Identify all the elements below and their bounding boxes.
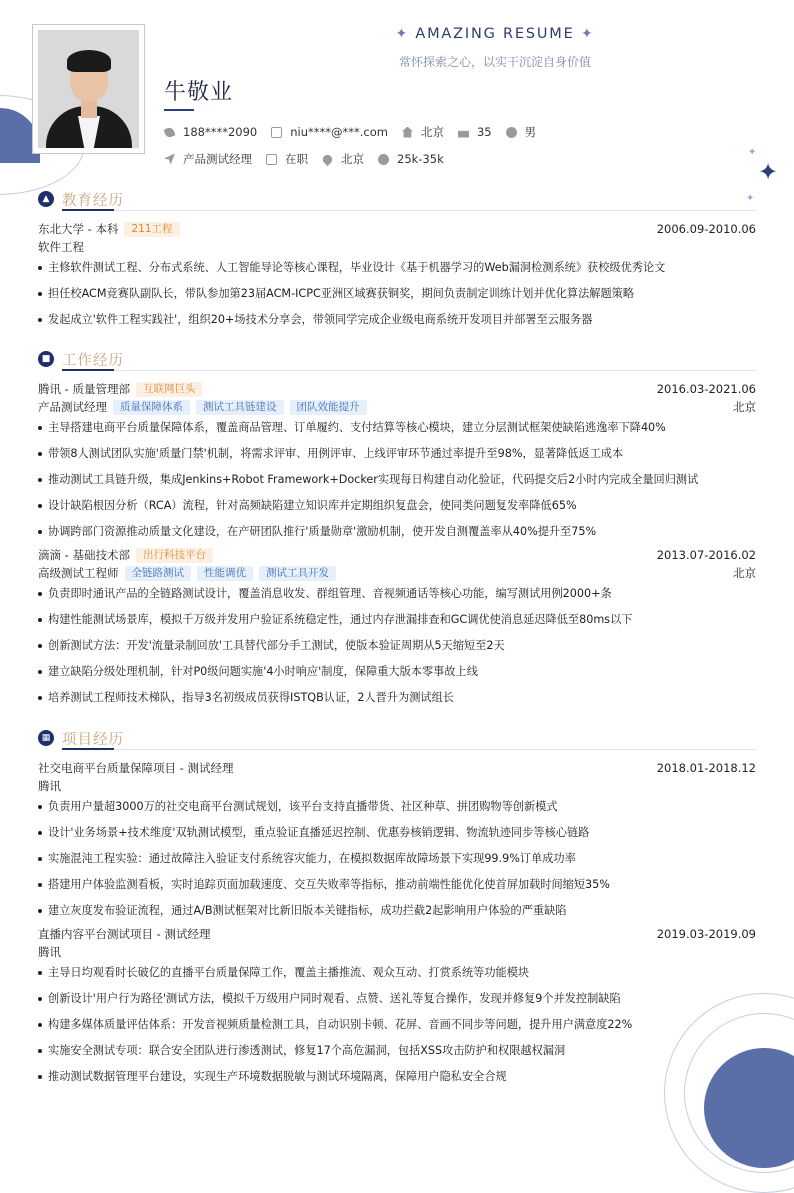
job-role: 产品测试经理 xyxy=(38,400,107,414)
role-tag: 测试工具链建设 xyxy=(196,400,284,415)
company-tag: 出行科技平台 xyxy=(136,548,213,563)
role-tag: 团队效能提升 xyxy=(290,400,367,415)
sparkle-icon: ✦ xyxy=(395,26,409,42)
slogan: 常怀探索之心，以实干沉淀自身价值 xyxy=(398,55,591,69)
avatar xyxy=(38,30,139,148)
project-entry-header xyxy=(38,925,756,943)
list-item: 主导日均观看时长破亿的直播平台质量保障工作，覆盖主播推流、观众互动、打赏系统等功能模块 xyxy=(38,961,756,987)
contact-phone: 188****2090 xyxy=(164,125,257,139)
grid-icon: ▦ xyxy=(38,730,54,746)
project-period: 2018.01-2018.12 xyxy=(656,761,756,775)
school-name: 东北大学 - 本科 xyxy=(38,222,119,236)
list-item: 实施安全测试专项：联合安全团队进行渗透测试，修复17个高危漏洞，包括XSS攻击防护和权限越权漏洞 xyxy=(38,1039,756,1065)
salary-icon xyxy=(378,154,389,165)
work-city: 北京 xyxy=(733,566,756,580)
work-entry-header xyxy=(38,546,756,564)
company-name: 腾讯 - 质量管理部 xyxy=(38,382,130,396)
section-header xyxy=(38,188,756,210)
location-icon xyxy=(321,152,334,165)
work-entry-header xyxy=(38,380,756,398)
company-tag: 互联网巨头 xyxy=(136,382,203,397)
intent-row xyxy=(164,151,458,167)
education-period: 2006.09-2010.06 xyxy=(656,222,756,236)
list-item: 实施混沌工程实验：通过故障注入验证支付系统容灾能力，在模拟数据库故障场景下实现99.9%订单成功率 xyxy=(38,847,756,873)
project-name: 社交电商平台质量保障项目 - 测试经理 xyxy=(38,761,234,775)
role-tag: 质量保障体系 xyxy=(113,400,190,415)
intent-city: 北京 xyxy=(322,151,364,167)
education-bullets xyxy=(38,256,756,334)
contact-email: niu****@***.com xyxy=(271,125,388,139)
home-icon xyxy=(402,127,413,138)
project-name: 直播内容平台测试项目 - 测试经理 xyxy=(38,927,211,941)
list-item: 创新设计'用户行为路径'测试方法，模拟千万级用户同时观看、点赞、送礼等复合操作，发现并修复9个并发控制缺陷 xyxy=(38,987,756,1013)
list-item: 主导搭建电商平台质量保障体系，覆盖商品管理、订单履约、支付结算等核心模块，建立分层测试框架使缺陷逃逸率下降40% xyxy=(38,416,756,442)
sparkle-icon: ✦ xyxy=(581,26,595,42)
role-tag: 性能调优 xyxy=(197,566,253,581)
company-name: 滴滴 - 基础技术部 xyxy=(38,548,130,562)
work-role-line xyxy=(38,398,756,416)
section-header xyxy=(38,348,756,370)
education-major: 软件工程 xyxy=(38,240,84,254)
section-title: 项目经历 xyxy=(62,731,124,748)
star-icon: ✦ xyxy=(746,193,755,204)
contact-age: 35 xyxy=(458,125,492,139)
list-item: 推动测试数据管理平台建设，实现生产环境数据脱敏与测试环境隔离，保障用户隐私安全合规 xyxy=(38,1065,756,1091)
role-tag: 全链路测试 xyxy=(125,566,192,581)
work-section xyxy=(38,348,756,712)
list-item: 主修软件测试工程、分布式系统、人工智能导论等核心课程，毕业设计《基于机器学习的Web漏洞检测系统》获校级优秀论文 xyxy=(38,256,756,282)
list-item: 带领8人测试团队实施'质量门禁'机制，将需求评审、用例评审、上线评审环节通过率提升至98%，显著降低返工成本 xyxy=(38,442,756,468)
project-period: 2019.03-2019.09 xyxy=(656,927,756,941)
section-title: 教育经历 xyxy=(62,192,124,209)
contact-row xyxy=(164,124,550,140)
intent-position: 产品测试经理 xyxy=(164,151,252,167)
section-title: 工作经历 xyxy=(62,352,124,369)
send-icon xyxy=(164,154,175,165)
brand-title xyxy=(370,26,620,42)
list-item: 建立缺陷分级处理机制，针对P0级问题实施'4小时响应'制度，保障重大版本零事故上线 xyxy=(38,660,756,686)
work-period: 2013.07-2016.02 xyxy=(656,548,756,562)
candidate-name: 牛敬业 xyxy=(164,80,234,105)
project-bullets xyxy=(38,961,756,1091)
work-bullets xyxy=(38,416,756,546)
profile-photo xyxy=(32,24,145,154)
work-role-line xyxy=(38,564,756,582)
list-item: 建立灰度发布验证流程，通过A/B测试框架对比新旧版本关键指标，成功拦截2起影响用户体验的严重缺陷 xyxy=(38,899,756,925)
education-entry-header xyxy=(38,220,756,238)
project-bullets xyxy=(38,795,756,925)
star-icon: ✦ xyxy=(758,158,779,186)
school-tag: 211工程 xyxy=(124,222,179,237)
project-entry-header xyxy=(38,759,756,777)
graduation-cap-icon: ▲ xyxy=(38,191,54,207)
list-item: 负责用户量超3000万的社交电商平台测试规划，该平台支持直播带货、社区种草、拼团购物等创新模式 xyxy=(38,795,756,821)
list-item: 担任校ACM竞赛队副队长，带队参加第23届ACM-ICPC亚洲区域赛获铜奖，期间负责制定训练计划并优化算法解题策略 xyxy=(38,282,756,308)
list-item: 协调跨部门资源推动质量文化建设，在产研团队推行'质量勋章'激励机制，使开发自测覆盖率从40%提升至75% xyxy=(38,520,756,546)
gender-icon xyxy=(506,127,517,138)
briefcase-icon: ■ xyxy=(38,351,54,367)
brand-text: AMAZING RESUME xyxy=(415,26,575,42)
list-item: 构建多媒体质量评估体系：开发音视频质量检测工具，自动识别卡顿、花屏、音画不同步等问题，提升用户满意度22% xyxy=(38,1013,756,1039)
star-icon: ✦ xyxy=(748,147,757,158)
mail-icon xyxy=(271,127,282,138)
project-org: 腾讯 xyxy=(38,945,61,959)
contact-gender: 男 xyxy=(506,124,537,140)
section-header xyxy=(38,727,756,749)
intent-salary: 25k-35k xyxy=(378,152,444,166)
list-item: 推动测试工具链升级，集成Jenkins+Robot Framework+Docker实现每日构建自动化验证，代码提交后2小时内完成全量回归测试 xyxy=(38,468,756,494)
list-item: 构建性能测试场景库，模拟千万级并发用户验证系统稳定性，通过内存泄漏排查和GC调优使消息延迟降低至80ms以下 xyxy=(38,608,756,634)
list-item: 培养测试工程师技术梯队，指导3名初级成员获得ISTQB认证，2人晋升为测试组长 xyxy=(38,686,756,712)
list-item: 搭建用户体验监测看板，实时追踪页面加载速度、交互失败率等指标，推动前端性能优化使首屏加载时间缩短35% xyxy=(38,873,756,899)
role-tag: 测试工具开发 xyxy=(259,566,336,581)
list-item: 创新测试方法：开发'流量录制回放'工具替代部分手工测试，使版本验证周期从5天缩短至2天 xyxy=(38,634,756,660)
name-underline xyxy=(164,109,194,111)
contact-home: 北京 xyxy=(402,124,444,140)
education-section xyxy=(38,188,756,334)
briefcase-icon xyxy=(266,154,277,165)
projects-section xyxy=(38,727,756,1091)
phone-icon xyxy=(164,126,176,138)
list-item: 负责即时通讯产品的全链路测试设计，覆盖消息收发、群组管理、音视频通话等核心功能，编写测试用例2000+条 xyxy=(38,582,756,608)
list-item: 设计'业务场景+技术维度'双轨测试模型，重点验证直播延迟控制、优惠券核销逻辑、物流轨迹同步等核心链路 xyxy=(38,821,756,847)
work-city: 北京 xyxy=(733,400,756,414)
job-role: 高级测试工程师 xyxy=(38,566,119,580)
list-item: 发起成立'软件工程实践社'，组织20+场技术分享会，带领同学完成企业级电商系统开发项目并部署至云服务器 xyxy=(38,308,756,334)
work-period: 2016.03-2021.06 xyxy=(656,382,756,396)
intent-status: 在职 xyxy=(266,151,308,167)
project-org: 腾讯 xyxy=(38,779,61,793)
list-item: 设计缺陷根因分析（RCA）流程，针对高频缺陷建立知识库并定期组织复盘会，使同类问题复发率降低65% xyxy=(38,494,756,520)
work-bullets xyxy=(38,582,756,712)
age-icon xyxy=(458,127,469,138)
